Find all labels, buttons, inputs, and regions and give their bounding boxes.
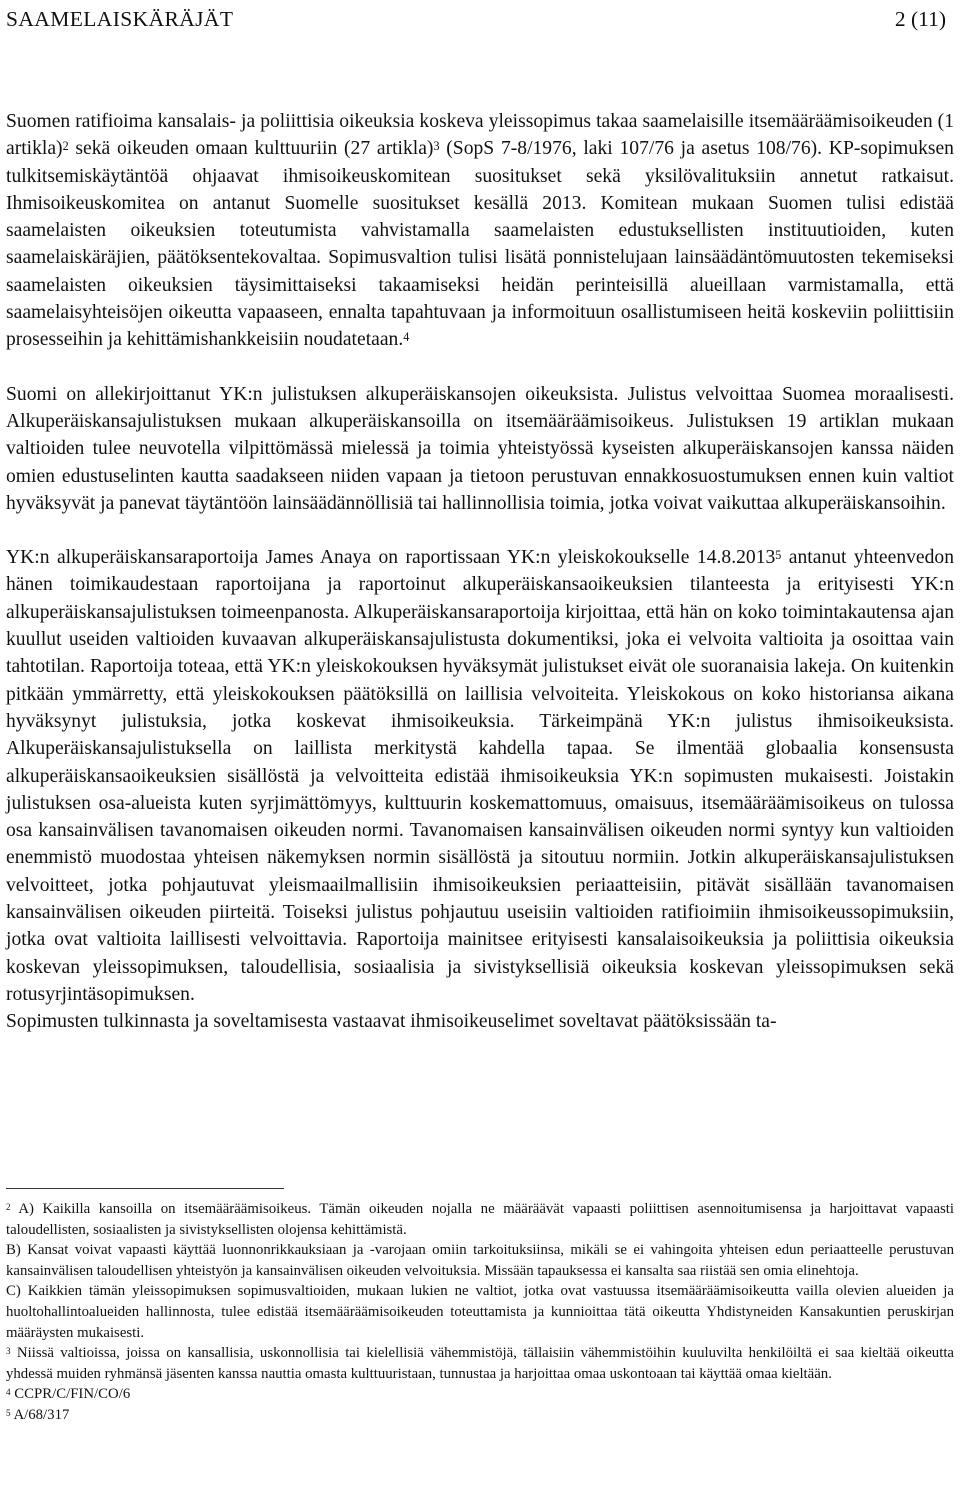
footnote-2-number: 2 — [6, 1201, 11, 1212]
footnote-3-text: Niissä valtioissa, joissa on kansallisia, uskonnollisia tai kielellisiä vähemmistöjä, tällaisiin vähemmistöihin kuuluvilta henkilöiltä ei saa kieltää oikeutta yhdessä muiden ryhmänsä jäsenten kanssa nauttia omasta kulttuuristaan, tunnustaa ja harjoittaa omaa uskontoaan tai käyttää omaa kieltään. — [6, 1345, 954, 1382]
footnote-2-a-text: A) Kaikilla kansoilla on itsemääräämisoikeus. Tämän oikeuden nojalla ne määräävät vapaasti poliittisen asennoitumisensa ja harjoittavat vapaasti taloudellisten, sosiaalisten ja sivistyksellisten olojensa kehittämistä. — [6, 1201, 954, 1238]
footnote-4-number: 4 — [6, 1387, 11, 1398]
paragraph-3 — [6, 544, 954, 1008]
footnote-5 — [6, 1405, 954, 1426]
footnotes — [6, 1199, 954, 1426]
document-body — [6, 108, 954, 1036]
paragraph-1 — [6, 108, 954, 354]
paragraph-3-text-a: YK:n alkuperäiskansaraportoija James Anaya on raportissaan YK:n yleiskokoukselle 14.8.2013 — [6, 547, 776, 569]
footnote-5-number: 5 — [6, 1407, 11, 1418]
page-header — [6, 4, 946, 34]
footnote-ref-4: 4 — [403, 330, 410, 345]
footnote-4 — [6, 1384, 954, 1405]
paragraph-4: Sopimusten tulkinnasta ja soveltamisesta vastaavat ihmisoikeuselimet soveltavat päätöksissään ta- — [6, 1011, 777, 1033]
organization-name: SAAMELAISKÄRÄJÄT — [6, 7, 234, 31]
footnote-ref-3: 3 — [433, 139, 440, 154]
footnote-5-text: A/68/317 — [10, 1406, 70, 1423]
footnote-2-b: B) Kansat voivat vapaasti käyttää luonnonrikkauksiaan ja -varojaan omiin tarkoituksiinsa, mikäli se ei vahingoita yhteisen edun periaatteelle perustuvan kansainvälisen taloudellisen yhteistyön ja kansainvälisen oikeuden velvoituksia. Missään tapauksessa ei kansalta saa riistää sen omia elinehtoja. — [6, 1242, 954, 1279]
footnote-2-c: C) Kaikkien tämän yleissopimuksen sopimusvaltioiden, mukaan lukien ne valtiot, jotka ovat vastuussa itsemääräämisoikeutta vailla olevien alueiden ja huoltohallintoalueiden hallinnosta, tulee edistää itsemääräämisoikeuden toteuttamista ja kunnioittaa tätä oikeutta Yhdistyneiden Kansakuntien peruskirjan määräysten mukaisesti. — [6, 1283, 954, 1341]
page-number: 2 (11) — [894, 7, 946, 31]
paragraph-1-text-c: (SopS 7-8/1976, laki 107/76 ja asetus 108/76). KP-sopimuksen tulkitsemiskäytäntöä ohjaavat ihmisoikeuskomitean suositukset sekä yksilövalituksiin annetut ratkaisut. Ihmisoikeuskomitea on antanut Suomelle suositukset kesällä 2013. Komitean mukaan Suomen tulisi edistää saamelaisten oikeuksien toteutumista vahvistamalla saamelaisten edustuksellisten instituutioiden, kuten saamelaiskäräjien, päätöksentekovaltaa. Sopimusvaltion tulisi lisätä ponnistelujaan lainsäädäntömuutosten tekemiseksi saamelaisten oikeuksien täysimittaiseksi takaamiseksi heidän perinteisillä alueillaan varmistamalla, että saamelaisyhteisöjen oikeutta vapaaseen, ennalta tapahtuvaan ja informoituun osallistumiseen heitä koskeviin poliittisiin prosesseihin ja kehittämishankkeisiin noudatetaan. — [6, 138, 954, 351]
footnote-4-text: CCPR/C/FIN/CO/6 — [10, 1386, 131, 1403]
paragraph-3-text-b: antanut yhteenvedon hänen toimikaudestaan raportoijana ja raportoinut alkuperäiskansaoikeuksien tilanteesta ja erityisesti YK:n alkuperäiskansajulistuksen toimeenpanosta. Alkuperäiskansaraportoija kirjoittaa, että hän on koko toimintakautensa ajan kuullut useiden valtioiden kuvaavan alkuperäiskansajulistusta dokumentiksi, joka ei velvoita valtioita ja osoittaa vain tahtotilan. Raportoija toteaa, että YK:n yleiskokouksen hyväksymät julistukset eivät ole suoranaisia lakeja. On kuitenkin pitkään ymmärretty, että yleiskokouksen päätöksillä on laillisia velvoiteita. Yleiskokous on koko historiansa aikana hyväksynyt julistuksia, jotka koskevat ihmisoikeuksia. Tärkeimpänä YK:n julistus ihmisoikeuksista. Alkuperäiskansajulistuksella on laillista merkitystä kahdella tapaa. Se ilmentää globaalia konsensusta alkuperäiskansaoikeuksien sisällöstä ja velvoitteita edistää ihmisoikeuksia YK:n sopimusten mukaisesti. Joistakin julistuksen osa-alueista kuten syrjimättömyys, kulttuurin koskemattomuus, omaisuus, itsemääräämisoikeus on tulossa osa kansainvälisen tavanomaisen oikeuden normi. Tavanomaisen kansainvälisen oikeuden normi syntyy kun valtioiden enemmistö muodostaa yhteisen näkemyksen normin sisällöstä ja sitoutuu normiin. Jotkin alkuperäiskansajulistuksen velvoitteet, jotka pohjautuvat yleismaailmallisiin ihmisoikeuksien periaatteisiin, pitävät sisällään tavanomaisen kansainvälisen oikeuden piirteitä. Toiseksi julistus pohjautuu useisiin valtioiden ratifioimiin ihmisoikeussopimuksiin, jotka ovat valtioita laillisesti velvoittavia. Raportoija mainitsee erityisesti kansalaisoikeuksia ja poliittisia oikeuksia koskevan yleissopimuksen, taloudellisia, sosiaalisia ja sivistyksellisiä oikeuksia koskevan yleissopimuksen sekä rotusyrjintäsopimuksen. — [6, 547, 954, 1005]
footnote-ref-5: 5 — [775, 547, 782, 562]
footnote-ref-2: 2 — [62, 139, 69, 154]
paragraph-2: Suomi on allekirjoittanut YK:n julistuksen alkuperäiskansojen oikeuksista. Julistus velvoittaa Suomea moraalisesti. Alkuperäiskansajulistuksen mukaan alkuperäiskansoilla on itsemääräämisoikeus. Julistuksen 19 artiklan mukaan valtioiden tulee neuvotella vilpittömässä mielessä ja toimia yhteistyössä kyseisten alkuperäiskansojen kanssa näiden omien edustuselinten kautta saadakseen niiden vapaan ja tietoon perustuvan ennakkosuostumuksen ennen kuin valtiot hyväksyvät ja panevat täytäntöön lainsäädännöllisiä tai hallinnollisia toimia, jotka voivat vaikuttaa alkuperäiskansoihin. — [6, 383, 954, 514]
footnote-2-a — [6, 1199, 954, 1240]
paragraph-1-text-a: Suomen ratifioima kansalais- ja poliittisia oikeuksia koskeva yleissopimus takaa saamelaisille itsemääräämisoikeuden (1 artikla) — [6, 111, 954, 160]
footnote-3-number: 3 — [6, 1345, 11, 1356]
paragraph-1-text-b: sekä oikeuden omaan kulttuuriin (27 artikla) — [68, 138, 434, 160]
footnote-separator — [6, 1188, 284, 1189]
footnote-3 — [6, 1343, 954, 1384]
